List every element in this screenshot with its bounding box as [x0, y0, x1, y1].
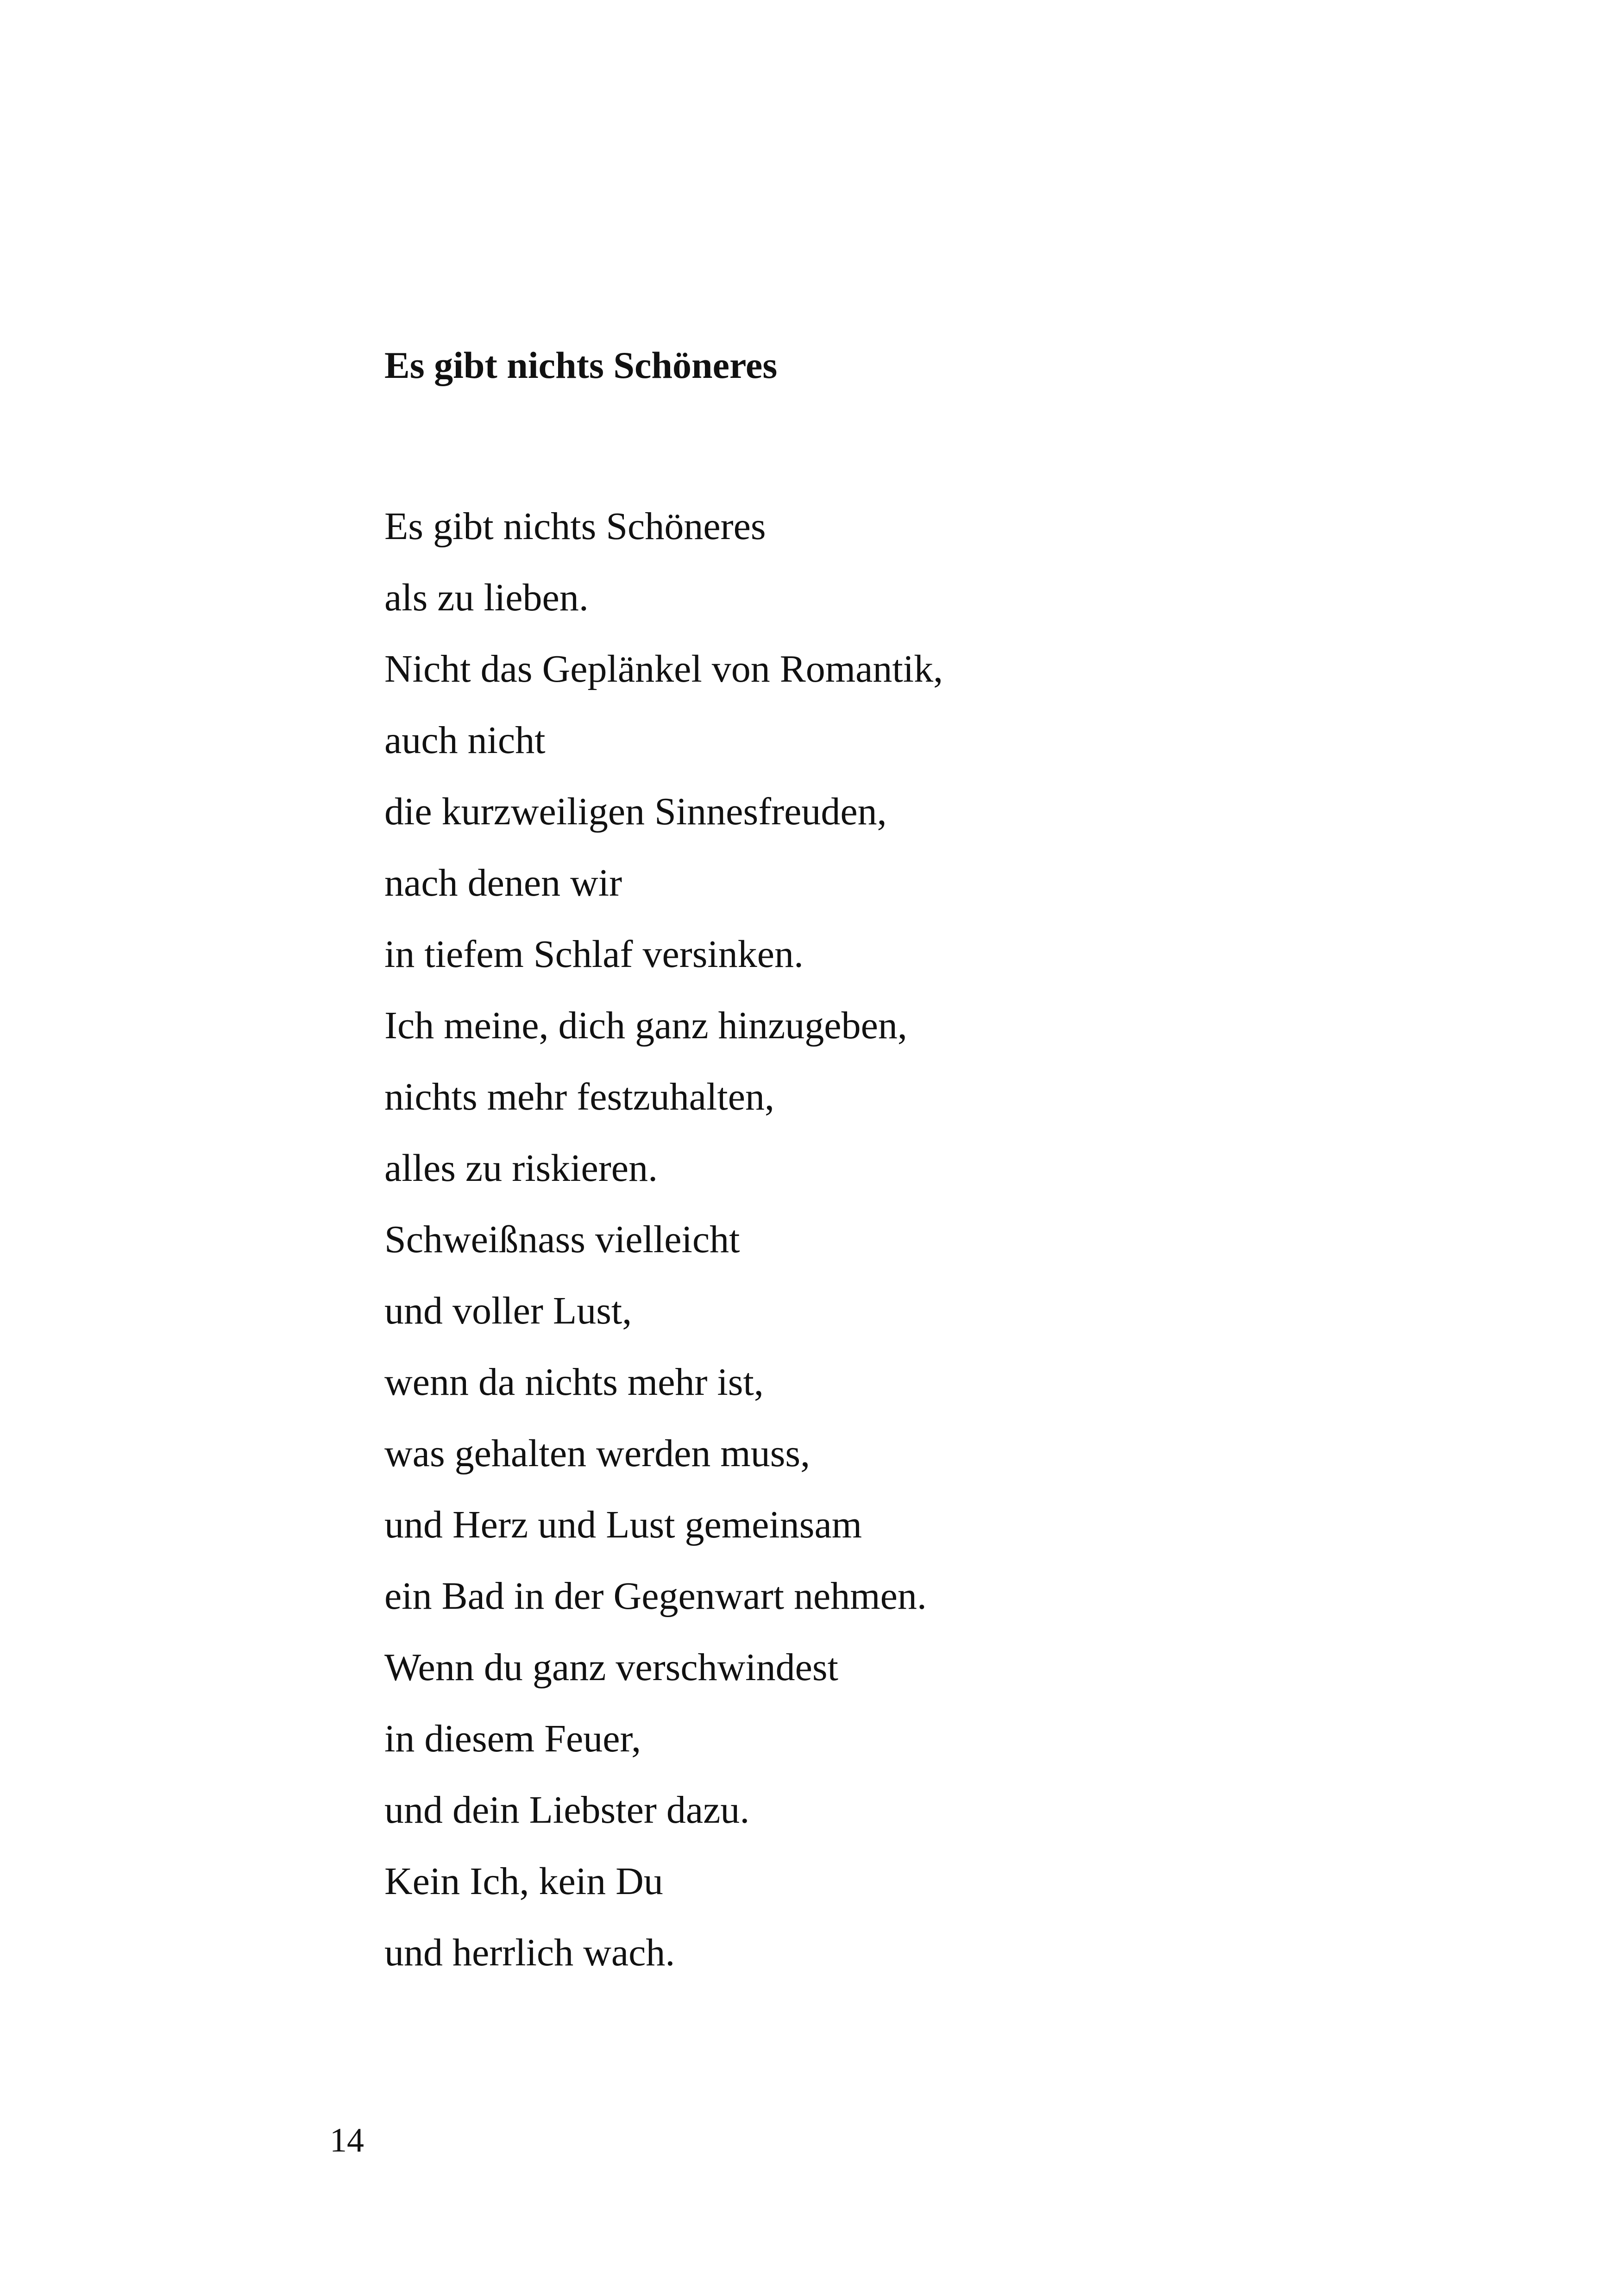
page-number: 14 [330, 2121, 364, 2159]
poem-line: Ich meine, dich ganz hinzugeben, [384, 1004, 907, 1047]
poem-line: Nicht das Geplänkel von Romantik, [384, 647, 943, 690]
poem-body [384, 491, 943, 1989]
poem-line: was gehalten werden muss, [384, 1432, 810, 1475]
poem-title: Es gibt nichts Schöneres [384, 344, 778, 386]
poem-line: und Herz und Lust gemeinsam [384, 1503, 862, 1546]
poem-line: Schweißnass vielleicht [384, 1218, 740, 1261]
poem-line: die kurzweiligen Sinnesfreuden, [384, 790, 887, 833]
poem-line: Wenn du ganz verschwindest [384, 1646, 838, 1689]
poem-line: Es gibt nichts Schöneres [384, 505, 766, 548]
poem-line: und voller Lust, [384, 1289, 632, 1332]
poem-line: alles zu riskieren. [384, 1147, 658, 1190]
poem-line: Kein Ich, kein Du [384, 1860, 663, 1903]
poem-line: und dein Liebster dazu. [384, 1788, 750, 1832]
poem-line: als zu lieben. [384, 576, 589, 619]
poem-line: in diesem Feuer, [384, 1717, 641, 1760]
poem-line: auch nicht [384, 719, 546, 762]
poem-line: wenn da nichts mehr ist, [384, 1361, 764, 1404]
poem-line: nach denen wir [384, 861, 622, 904]
poem-line: und herrlich wach. [384, 1931, 675, 1974]
poem-line: ein Bad in der Gegenwart nehmen. [384, 1575, 927, 1618]
poem-line: in tiefem Schlaf versinken. [384, 933, 804, 976]
poem-line: nichts mehr festzuhalten, [384, 1075, 775, 1118]
